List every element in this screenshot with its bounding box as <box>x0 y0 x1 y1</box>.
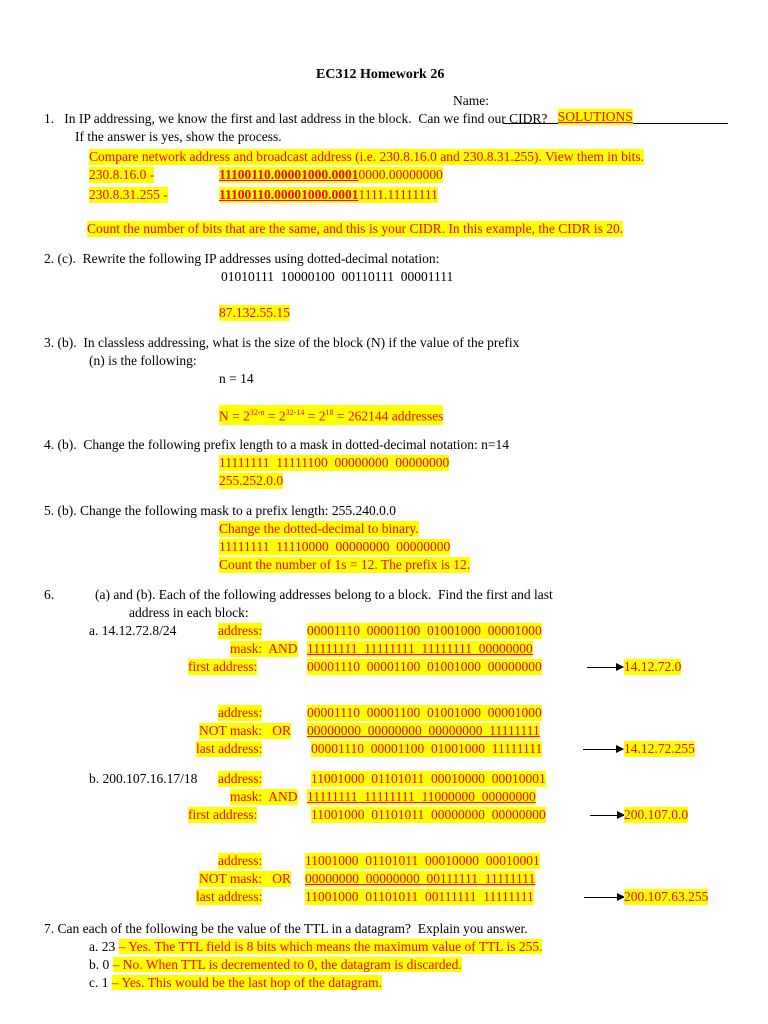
q7c-item: c. 1 – Yes. This would be the last hop of the datagram. <box>89 975 382 990</box>
q5-answer-step1: Change the dotted-decimal to binary. <box>219 521 419 536</box>
q6b-r6-label: last address: <box>196 889 263 904</box>
q6a-last-address: 14.12.72.255 <box>624 741 695 756</box>
q6b-r6-bits: 11001000 01101011 00111111 11111111 <box>305 889 534 904</box>
q6a-r1-bits: 00001110 00001100 01001000 00001000 <box>307 623 542 638</box>
q1-row1-label: 230.8.16.0 - <box>89 167 155 182</box>
q2-binary: 01010111 10000100 00110111 00001111 <box>221 269 454 284</box>
q5-answer-result: Count the number of 1s = 12. The prefix is 12. <box>219 557 471 572</box>
q6b-r2-bits: 11111111 11111111 11000000 00000000 <box>307 789 536 804</box>
q6a-label: a. 14.12.72.8/24 <box>89 623 177 638</box>
q2-answer: 87.132.55.15 <box>219 305 290 320</box>
q6a-last-arrow-icon <box>583 749 623 750</box>
q6b-r3-label: first address: <box>188 807 258 822</box>
q6b-r5-bits: 00000000 00000000 00111111 11111111 <box>305 871 536 886</box>
q3-question: 3. (b). In classless addressing, what is the size of the block (N) if the value of the prefix <box>44 335 520 350</box>
q7b-answer: – No. When TTL is decremented to 0, the datagram is discarded. <box>112 957 462 972</box>
q7a-answer: – Yes. The TTL field is 8 bits which means the maximum value of TTL is 255. <box>118 939 543 954</box>
q5-question: 5. (b). Change the following mask to a prefix length: 255.240.0.0 <box>44 503 397 518</box>
q6a-r2-bits: 11111111 11111111 11111111 00000000 <box>307 641 533 656</box>
q3-answer: $N = 2^{32-n} = 2^{32-14} = 2^{18} = 262144$ addresses <box>219 405 443 425</box>
q6a-r6-bits: 00001110 00001100 01001000 11111111 <box>311 741 543 756</box>
q6a-r2-label: mask: AND <box>230 641 298 656</box>
q6a-r3-label: first address: <box>188 659 258 674</box>
q6a-first-arrow-icon <box>587 667 623 668</box>
q6a-r4-label: address: <box>218 705 263 720</box>
q2-question: 2. (c). Rewrite the following IP addresses using dotted-decimal notation: <box>44 251 440 266</box>
q1-question-cont: If the answer is yes, show the process. <box>75 129 282 144</box>
q6a-r5-label: NOT mask: OR <box>199 723 292 738</box>
q5-answer-binary: 11111111 11110000 00000000 00000000 <box>219 539 451 554</box>
q6a-r6-label: last address: <box>196 741 263 756</box>
q1-row2-label: 230.8.31.255 - <box>89 187 168 202</box>
q7c-answer: – Yes. This would be the last hop of the datagram. <box>111 975 382 990</box>
q6b-r3-bits: 11001000 01101011 00000000 00000000 <box>311 807 546 822</box>
q6a-first-address: 14.12.72.0 <box>624 659 682 674</box>
q1-answer-intro: Compare network address and broadcast address (i.e. 230.8.16.0 and 230.8.31.255). View them in bits. <box>89 149 644 164</box>
q6a-r5-bits: 00000000 00000000 00000000 11111111 <box>307 723 540 738</box>
q6b-first-arrow-icon <box>590 815 624 816</box>
q3-question-cont: (n) is the following: <box>89 353 197 368</box>
q1-question: 1. In IP addressing, we know the first and last address in the block. Can we find our CIDR? <box>44 111 548 126</box>
q6b-label: b. 200.107.16.17/18 <box>89 771 198 786</box>
q6b-last-arrow-icon <box>584 897 624 898</box>
q3-n-value: n = 14 <box>219 371 254 386</box>
q6b-r4-bits: 11001000 01101011 00010000 00010001 <box>305 853 540 868</box>
q4-answer-decimal: 255.252.0.0 <box>219 473 284 488</box>
q7b-item: b. 0 – No. When TTL is decremented to 0, the datagram is discarded. <box>89 957 462 972</box>
q4-question: 4. (b). Change the following prefix length to a mask in dotted-decimal notation: n=14 <box>44 437 510 452</box>
q6a-r4-bits: 00001110 00001100 01001000 00001000 <box>307 705 542 720</box>
name-value: SOLUTIONS <box>557 109 633 124</box>
q6b-r2-label: mask: AND <box>230 789 298 804</box>
q6-number: 6. <box>44 587 55 602</box>
page-title: EC312 Homework 26 <box>316 67 445 82</box>
q4-answer-binary: 11111111 11111100 00000000 00000000 <box>219 455 450 470</box>
q6b-r1-label: address: <box>218 771 263 786</box>
q7-question: 7. Can each of the following be the value of the TTL in a datagram? Explain you answer. <box>44 921 528 936</box>
q6b-r5-label: NOT mask: OR <box>199 871 292 886</box>
q6-question-cont: address in each block: <box>129 605 249 620</box>
q6b-r4-label: address: <box>218 853 263 868</box>
q6-question: (a) and (b). Each of the following addresses belong to a block. Find the first and last <box>95 587 553 602</box>
q1-row1-bits: 11100110.00001000.00010000.00000000 <box>219 167 443 182</box>
q6b-last-address: 200.107.63.255 <box>624 889 709 904</box>
q6b-first-address: 200.107.0.0 <box>624 807 689 822</box>
q7a-item: a. 23 – Yes. The TTL field is 8 bits which means the maximum value of TTL is 255. <box>89 939 543 954</box>
q1-row2-bits: 11100110.00001000.00011111.11111111 <box>219 187 438 202</box>
q6a-r1-label: address: <box>218 623 263 638</box>
q6b-r1-bits: 11001000 01101011 00010000 00010001 <box>311 771 546 786</box>
q6a-r3-bits: 00001110 00001100 01001000 00000000 <box>307 659 542 674</box>
q1-answer-conclusion: Count the number of bits that are the same, and this is your CIDR. In this example, the CIDR is 20. <box>87 221 624 236</box>
name-label: Name: <box>453 93 489 108</box>
